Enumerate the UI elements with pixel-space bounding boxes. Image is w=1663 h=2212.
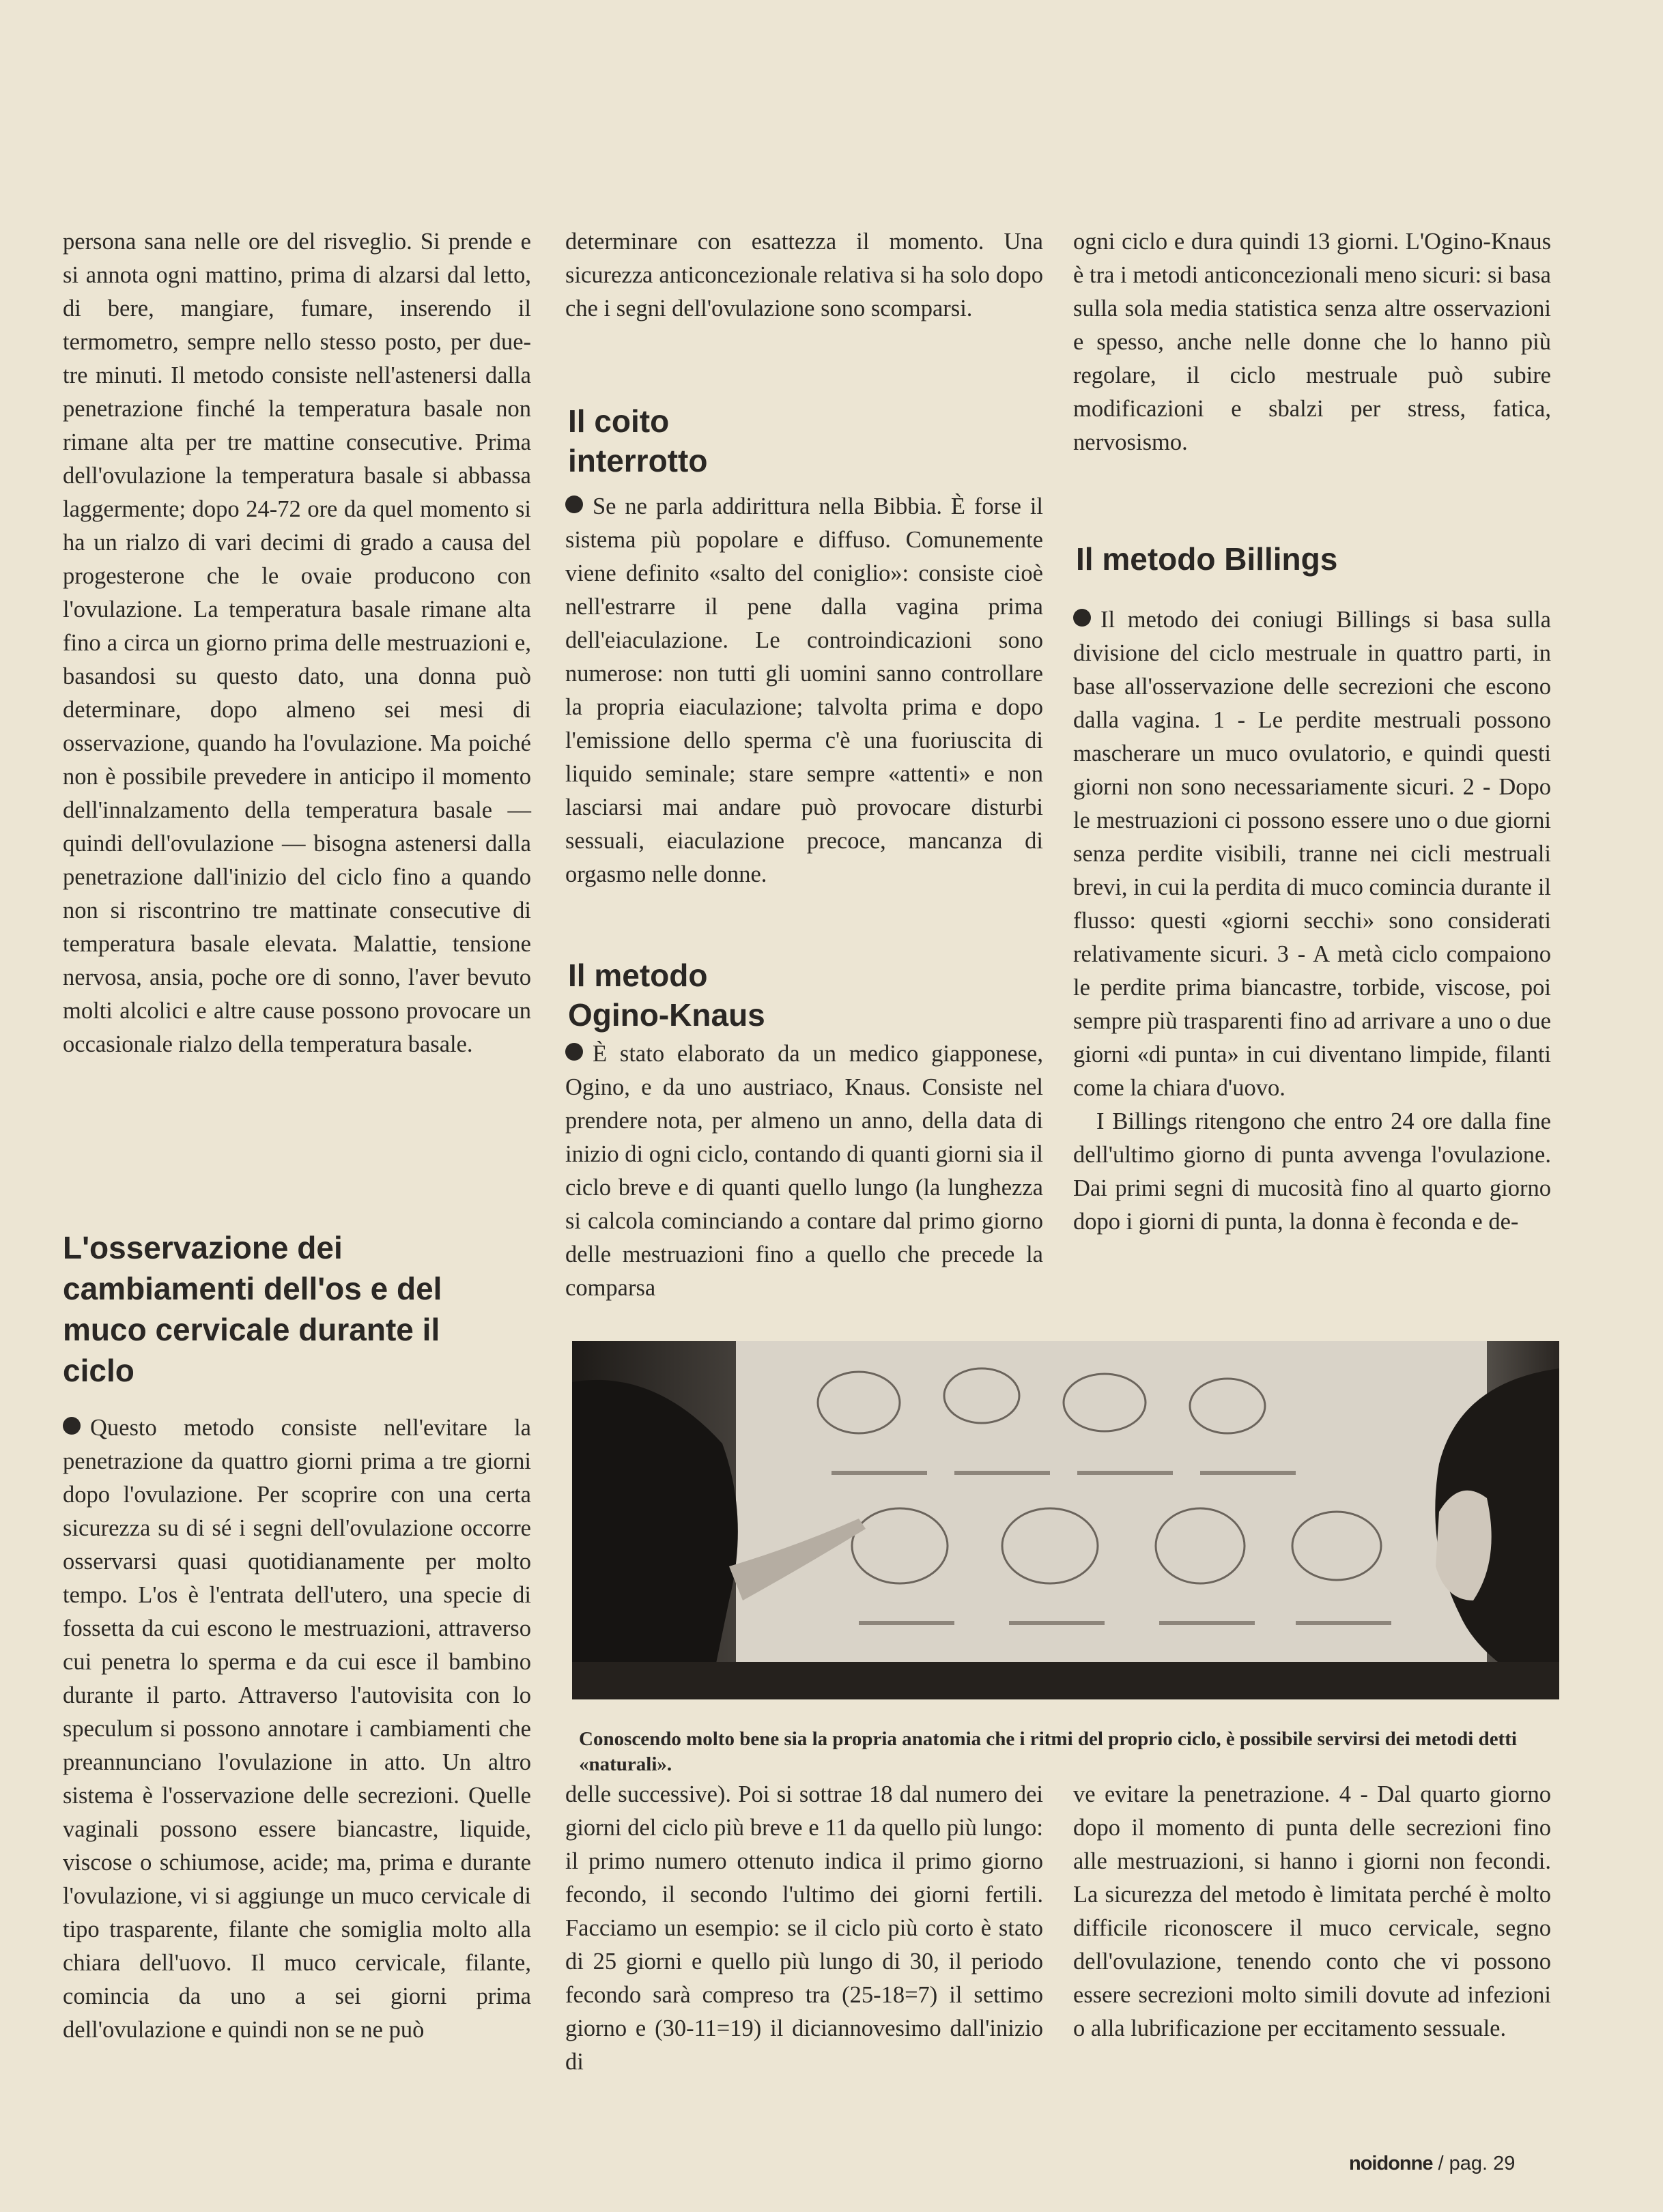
photo-illustration	[572, 1341, 1559, 1699]
body-paragraph: Se ne parla addirittura nella Bibbia. È forse il sistema più popolare e diffuso. Comunemente viene definito «salto del coniglio»: consiste cioè nell'estrarre il pene dalla vagina prima dell'eiaculazione. Le controindicazioni sono numerose: non tutti gli uomini sanno controllare la propria eiaculazione; talvolta prima e dopo l'emissione dello sperma c'è una fuoriuscita di liquido seminale; stare sempre «attenti» e non lasciarsi mai andare può provocare disturbi sessuali, eiaculazione precoce, mancanza di orgasmo nelle donne.	[565, 493, 1043, 887]
body-paragraph: I Billings ritengono che entro 24 ore dalla fine dell'ultimo giorno di punta avvenga l'ovulazione. Dai primi segni di mucosità fino al quarto giorno dopo i giorni di punta, la donna è feconda e de-	[1073, 1108, 1551, 1235]
column-2-middle	[565, 490, 1043, 891]
magazine-brand: noidonne	[1349, 2153, 1433, 2174]
column-1-top	[63, 225, 531, 1061]
body-paragraph: Questo metodo consiste nell'evitare la penetrazione da quattro giorni prima a tre giorni dopo l'ovulazione. Per scoprire con una certa sicurezza su di sé i segni dell'ovulazione occorre osservarsi quasi quotidianamente per molto tempo. L'os è l'entrata dell'utero, una specie di fossetta da cui escono le mestruazioni, attraverso cui penetra lo sperma e da cui esce il bambino durante il parto. Attraverso l'autovisita con lo speculum si possono annotare i cambiamenti che preannunciano l'ovulazione in atto. Un altro sistema è l'osservazione delle secrezioni. Quelle vaginali possono essere biancastre, liquide, viscose o schiumose, acide; ma, prima e durante l'ovulazione, vi si aggiunge un muco cervicale di tipo trasparente, filante che somiglia molto alla chiara dell'uovo. Il muco cervicale, filante, comincia da uno a sei giorni prima dell'ovulazione e quindi non se ne può	[63, 1415, 531, 2043]
body-paragraph: Il metodo dei coniugi Billings si basa sulla divisione del ciclo mestruale in quattro parti, in base all'osservazione delle secrezioni che escono dalla vagina. 1 - Le perdite mestruali possono mascherare un muco ovulatorio, e quindi questi giorni non sono necessariamente sicuri. 2 - Dopo le mestruazioni ci possono essere uno o due giorni senza perdite visibili, tranne nei cicli mestruali brevi, in cui la perdita di muco comincia durante il flusso: questi «giorni secchi» sono considerati relativamente sicuri. 3 - A metà ciclo compaiono le perdite prima biancastre, torbide, viscose, poi sempre più trasparenti fino ad arrivare a uno o due giorni «di punta» in cui diventano limpide, filanti come la chiara d'uovo.	[1073, 607, 1551, 1101]
body-paragraph: delle successive). Poi si sottrae 18 dal numero dei giorni del ciclo più breve e 11 da quello più lungo: il primo numero ottenuto indica il primo giorno fecondo, il secondo l'ultimo dei giorni fertili. Facciamo un esempio: se il ciclo più corto è stato di 25 giorni e quello più lungo di 30, il periodo fecondo sarà compreso tra (25-18=7) il settimo giorno e (30-11=19) il diciannovesimo dall'inizio di	[565, 1781, 1043, 2075]
body-paragraph: persona sana nelle ore del risveglio. Si prende e si annota ogni mattino, prima di alzarsi dal letto, di bere, mangiare, fumare, inserendo il termometro, sempre nello stesso posto, per due-tre minuti. Il metodo consiste nell'astenersi dalla penetrazione finché la temperatura basale non rimane alta per tre mattine consecutive. Prima dell'ovulazione la temperatura basale si abbassa laggermente; dopo 24-72 ore da quel momento si ha un rialzo di vari decimi di grado a causa del progesterone che le ovaie producono con l'ovulazione. La temperatura basale rimane alta fino a circa un giorno prima delle mestruazioni e, basandosi su questo dato, una donna può determinare, dopo almeno sei mesi di osservazione, quando ha l'ovulazione. Ma poiché non è possibile prevedere in anticipo il momento dell'innalzamento della temperatura basale — quindi dell'ovulazione — bisogna astenersi dalla penetrazione dall'inizio del ciclo fino a quando non si riscontrino tre mattinate consecutive di temperatura basale elevata. Malattie, tensione nervosa, ansia, poche ore di sonno, l'aver bevuto molti alcolici e altre cause possono provocare un occasionale rialzo della temperatura basale.	[63, 229, 531, 1057]
bullet-icon	[63, 1417, 81, 1435]
photo-caption: Conoscendo molto bene sia la propria anatomia che i ritmi del proprio ciclo, è possibile servirsi dei metodi detti «naturali».	[579, 1728, 1517, 1775]
body-paragraph: È stato elaborato da un medico giapponese, Ogino, e da uno austriaco, Knaus. Consiste nel prendere nota, per almeno un anno, della data di inizio di ogni ciclo, contando di quanti giorni sia il ciclo breve e di quanti quello lungo (la lunghezza si calcola cominciando a contare dal primo giorno delle mestruazioni fino a quello che precede la comparsa	[565, 1041, 1043, 1301]
section-heading-coito-interrotto: Il coito interrotto	[568, 403, 708, 478]
column-1-bottom	[63, 1411, 531, 2047]
column-2-bottom	[565, 1778, 1043, 2079]
photo-women-anatomy-charts	[572, 1341, 1559, 1699]
column-3-top	[1073, 225, 1551, 459]
body-paragraph: ve evitare la penetrazione. 4 - Dal quarto giorno dopo il momento di punta delle secrezioni fino alle mestruazioni, si hanno i giorni non fecondi. La sicurezza del metodo è limitata perché è molto difficile riconoscere il muco cervicale, segno dell'ovulazione, tenendo conto che vi possono essere secrezioni molto simili dovute ad infezioni o alla lubrificazione per eccitamento sessuale.	[1073, 1781, 1551, 2041]
section-heading-billings: Il metodo Billings	[1076, 541, 1338, 577]
section-heading-ogino-knaus: Il metodo Ogino-Knaus	[568, 958, 765, 1033]
column-3-bottom	[1073, 1778, 1551, 2045]
column-2-lower	[565, 1037, 1043, 1305]
page-number: pag. 29	[1449, 2153, 1516, 2174]
body-paragraph: ogni ciclo e dura quindi 13 giorni. L'Ogino-Knaus è tra i metodi anticoncezionali meno sicuri: si basa sulla sola media statistica senza altre osservazioni e spesso, anche nelle donne che lo hanno più regolare, il ciclo mestruale può subire modificazioni e sbalzi per stress, fatica, nervosismo.	[1073, 229, 1551, 455]
bullet-icon	[565, 1043, 583, 1061]
footer-separator: /	[1438, 2153, 1444, 2174]
section-heading-os-observation: L'osservazione dei cambiamenti dell'os e del muco cervicale durante il ciclo	[63, 1230, 442, 1388]
column-3-middle	[1073, 603, 1551, 1239]
bullet-icon	[565, 495, 583, 513]
body-paragraph: determinare con esattezza il momento. Una sicurezza anticoncezionale relativa si ha solo dopo che i segni dell'ovulazione sono scomparsi.	[565, 229, 1043, 321]
bullet-icon	[1073, 609, 1091, 627]
page-footer	[1349, 2153, 1515, 2175]
column-2-top	[565, 225, 1043, 326]
